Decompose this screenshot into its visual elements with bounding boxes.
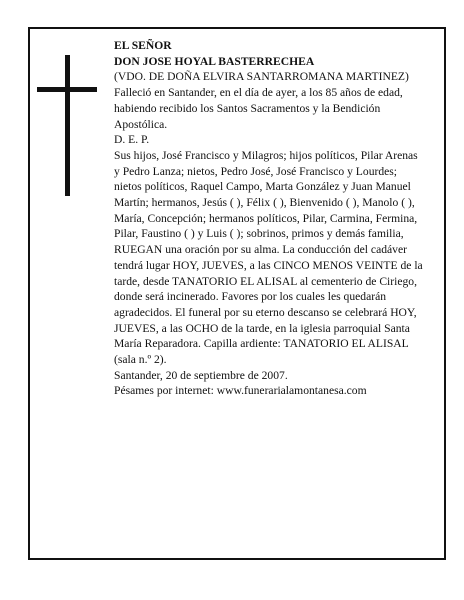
dep-line: D. E. P. (114, 133, 150, 147)
date-line: Santander, 20 de septiembre de 2007. (114, 368, 288, 382)
deceased-name: DON JOSE HOYAL BASTERRECHEA (114, 54, 315, 68)
family-paragraph: Sus hijos, José Francisco y Milagros; hijos políticos, Pilar Arenas y Pedro Lanza; nietos, Pedro José, José Francisco y Lourdes; nietos políticos, Raquel Campo, Marta González y Juan Manuel Martín; hermanos, Jesús ( ), Félix ( ), Bienvenido ( ), Manolo ( ), María, Concepción; hermanos políticos, Pilar, Carmina, Fermina, Pilar, Faustino ( ) y Luis ( ); sobrinos, primos y demás familia, (114, 148, 418, 241)
cross-icon (65, 55, 70, 196)
web-line: Pésames por internet: www.funerarialamontanesa.com (114, 384, 367, 398)
death-statement: Falleció en Santander, en el día de ayer, a los 85 años de edad, (114, 86, 403, 100)
heading-title: EL SEÑOR (114, 39, 172, 52)
widow-note: (VDO. DE DOÑA ELVIRA SANTARROMANA MARTINEZ) (114, 70, 409, 84)
obituary-text (114, 38, 424, 399)
cross-icon-bar (37, 87, 97, 92)
request-paragraph: RUEGAN una oración por su alma. La conducción del cadáver tendrá lugar HOY, JUEVES, a las CINCO MENOS VEINTE de la tarde, desde TANATORIO EL ALISAL al cementerio de Ciriego, donde será incinerado. Favores por los cuales les quedarán agradecidos. El funeral por su eterno descanso se celebrará HOY, JUEVES, a las OCHO de la tarde, en la iglesia parroquial Santa María Reparadora. Capilla ardiente: TANATORIO EL ALISAL (sala n.º 2). (114, 243, 423, 367)
sacraments-statement: habiendo recibido los Santos Sacramentos y la Bendición Apostólica. (114, 101, 381, 131)
